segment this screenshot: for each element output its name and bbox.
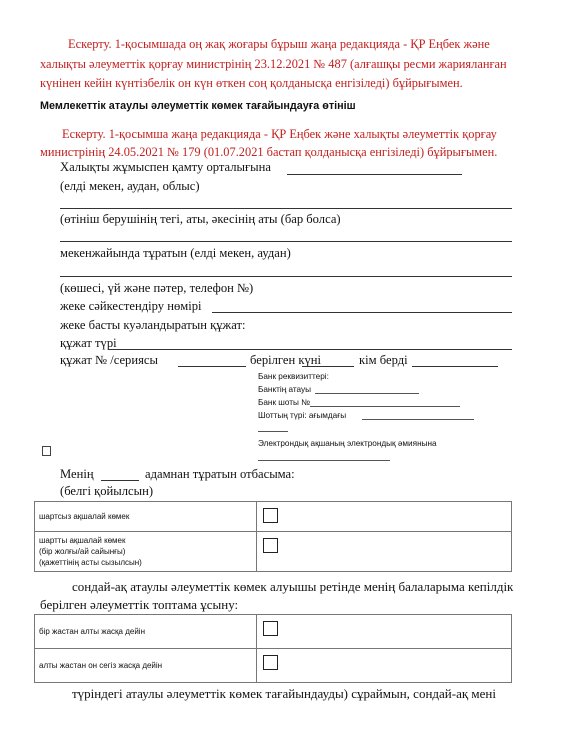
assistance-type-table [34, 501, 512, 572]
age-group-table [34, 614, 512, 683]
note1-line3: күнінен кейін күнтізбелік он күн өткен соң қолданысқа енгізіледі) бұйрығымен. [40, 76, 463, 90]
employment-center-field[interactable] [287, 174, 462, 175]
address-label: мекенжайында тұратын (елді мекен, аудан) [60, 246, 291, 260]
assistance-option-checkbox[interactable] [263, 538, 278, 553]
street-hint: (көшесі, үй және пәтер, телефон №) [60, 281, 254, 295]
issued-date-field[interactable] [302, 366, 354, 367]
assistance-option-checkbox[interactable] [263, 508, 278, 523]
residence-field[interactable] [60, 241, 512, 242]
issued-by-field[interactable] [412, 366, 498, 367]
assistance-option-label-cell [35, 502, 257, 532]
iin-field[interactable] [212, 312, 512, 313]
assistance-option-checkbox-cell [257, 502, 512, 532]
mark-hint: (белгі қойылсын) [60, 484, 154, 498]
children-text-line2: берілген әлеуметтік топтама ұсыну: [40, 597, 239, 612]
assistance-option-row [35, 502, 512, 532]
age-group-option-row [35, 615, 512, 649]
age-group-option-label-cell [35, 615, 257, 649]
document-number-field[interactable] [178, 366, 246, 367]
assistance-option-label: (бір жолғы/ай сайынғы) [39, 547, 126, 556]
form-heading: Мемлекеттік атаулы әлеуметтік көмек тағайындауға өтініш [40, 100, 356, 112]
note1-line1: Ескерту. 1-қосымшада оң жақ жоғары бұрыш жаңа редакцияда - ҚР Еңбек және [68, 37, 490, 51]
children-text-line1: сондай-ақ атаулы әлеуметтік көмек алуышы ретінде менің балаларыма кепілдік [72, 579, 514, 594]
bank-name-label: Банктің атауы [258, 385, 311, 394]
e-wallet-field[interactable] [258, 460, 390, 461]
bank-account-field[interactable] [310, 406, 460, 407]
assistance-option-label: (қажеттінің асты сызылсын) [39, 558, 142, 567]
family-size-field[interactable] [101, 480, 139, 481]
center-location-hint: (елді мекен, аудан, облыс) [60, 179, 200, 193]
family-size-label-start: Менің [60, 467, 94, 481]
account-extra-field[interactable] [258, 431, 288, 432]
assistance-option-label-cell [35, 532, 257, 572]
final-line: түріндегі атаулы әлеуметтік көмек тағайындауды) сұраймын, сондай-ақ мені [72, 686, 496, 701]
assistance-option-label: шартсыз ақшалай көмек [39, 512, 130, 521]
document-type-label: құжат түрі [60, 336, 117, 350]
bank-account-label: Банк шоты № [258, 398, 310, 407]
age-group-option-label: алты жастан он сегіз жасқа дейін [39, 661, 163, 670]
iin-label: жеке сәйкестендіру нөмірі [60, 299, 202, 313]
employment-center-label: Халықты жұмыспен қамту орталығына [60, 160, 271, 174]
assistance-option-label: шартты ақшалай көмек [39, 536, 126, 545]
assistance-option-row [35, 532, 512, 572]
bank-details-title: Банк реквизиттері: [258, 372, 329, 381]
age-group-option-row [35, 649, 512, 683]
account-type-label: Шоттың түрі: ағымдағы [258, 411, 347, 420]
age-group-option-checkbox[interactable] [263, 655, 278, 670]
assistance-option-checkbox-cell [257, 532, 512, 572]
document-number-label: құжат № /сериясы [60, 353, 158, 367]
issued-date-label: берілген күні [250, 353, 322, 367]
applicant-name-field[interactable] [60, 208, 512, 209]
checkbox-small[interactable] [42, 446, 51, 456]
issued-by-label: кім берді [359, 353, 408, 367]
age-group-option-checkbox[interactable] [263, 621, 278, 636]
age-group-option-label-cell [35, 649, 257, 683]
e-wallet-label: Электрондық ақшаның электрондық әмиянына [258, 439, 437, 448]
family-size-label-end: адамнан тұратын отбасыма: [145, 467, 295, 481]
note2-line1: Ескерту. 1-қосымша жаңа редакцияда - ҚР Еңбек және халықты әлеуметтік қорғау [62, 127, 497, 141]
document-type-field[interactable] [108, 349, 512, 350]
account-type-field[interactable] [362, 419, 474, 420]
note1-line2: халықты әлеуметтік қорғау министрінің 23.12.2021 № 487 (алғашқы ресми жарияланған [40, 57, 507, 71]
bank-name-field[interactable] [315, 393, 419, 394]
id-document-label: жеке басты куәландыратын құжат: [60, 318, 246, 332]
age-group-option-label: бір жастан алты жасқа дейін [39, 627, 146, 636]
applicant-name-hint: (өтініш берушінің тегі, аты, әкесінің аты (бар болса) [60, 212, 341, 226]
note2-line2: министрінің 24.05.2021 № 179 (01.07.2021 бастап қолданысқа енгізіледі) бұйрығымен. [40, 145, 498, 159]
street-field[interactable] [60, 276, 512, 277]
age-group-option-checkbox-cell [257, 615, 512, 649]
age-group-option-checkbox-cell [257, 649, 512, 683]
